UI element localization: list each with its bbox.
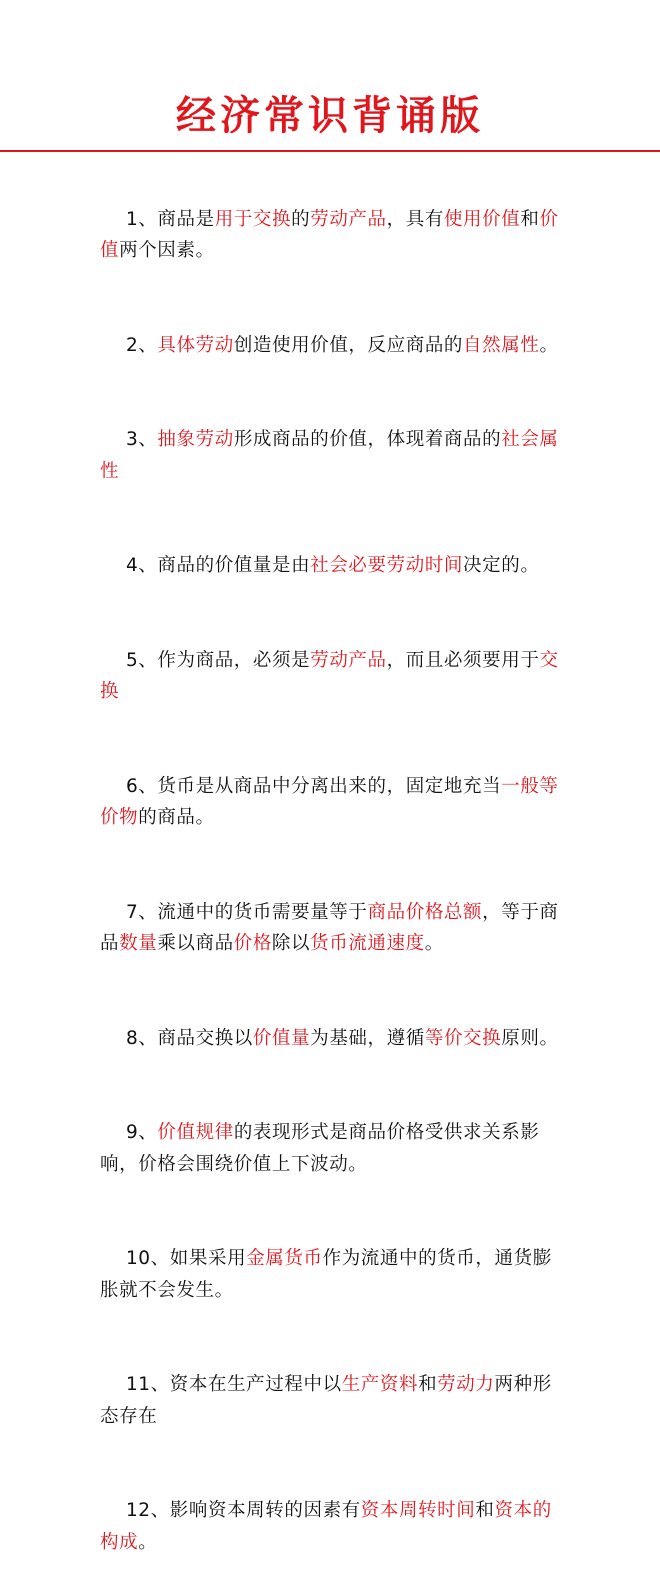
text-segment: 3、	[125, 429, 158, 450]
page-title: 经济常识背诵版	[176, 93, 484, 139]
text-segment: 9、	[125, 1122, 158, 1143]
text-segment: ，具有	[386, 208, 444, 230]
list-item	[100, 298, 570, 393]
key-term: 价值规律	[157, 1122, 234, 1143]
title-divider	[0, 150, 660, 152]
key-term: 数量	[119, 933, 158, 954]
key-term: 一般等价物	[100, 775, 559, 828]
text-segment: 7、流通中的货币需要量等于	[125, 901, 368, 923]
key-term: 生产资料	[341, 1374, 419, 1395]
list-item	[100, 393, 570, 519]
text-segment: 乘以商品	[157, 933, 234, 954]
text-segment: 11、资本在生产过程中以	[125, 1374, 342, 1395]
key-term: 货币流通速度	[310, 933, 425, 954]
text-segment: 两个因素。	[119, 240, 215, 261]
text-segment: ，而且必须要用于	[386, 649, 540, 671]
text-segment: 原则。	[501, 1027, 559, 1049]
key-term: 交换	[100, 649, 559, 702]
text-segment: 为基础，遵循	[310, 1027, 425, 1049]
key-term: 劳动产品	[310, 649, 387, 671]
list-item	[100, 865, 570, 991]
list-item	[100, 1338, 570, 1464]
text-segment: 。	[138, 1531, 158, 1553]
text-segment: 1、商品是	[125, 208, 215, 230]
text-segment: 作为流通中的货币，通货膨胀就不会发生。	[100, 1248, 552, 1301]
key-term: 商品价格总额	[367, 901, 483, 923]
text-segment: 10、如果采用	[125, 1248, 247, 1269]
list-item	[100, 739, 570, 865]
text-segment: 2、	[125, 334, 158, 356]
list-item	[100, 1464, 570, 1590]
key-term: 抽象劳动	[157, 429, 234, 450]
text-segment: 6、货币是从商品中分离出来的，固定地充当	[125, 775, 502, 797]
text-segment: 4、商品的价值量是由	[125, 555, 311, 576]
key-term: 金属货币	[246, 1248, 323, 1269]
key-term: 劳动产品	[310, 208, 387, 230]
key-term: 价值	[100, 208, 559, 261]
key-term: 社会必要劳动时间	[310, 555, 464, 576]
list-item	[100, 613, 570, 739]
text-segment: 8、商品交换以	[125, 1027, 253, 1049]
key-term: 资本周转时间	[360, 1500, 476, 1521]
key-term: 社会属性	[100, 429, 559, 482]
text-segment: 两种形态存在	[100, 1374, 552, 1427]
list-item	[100, 1212, 570, 1338]
text-segment: 的	[291, 208, 311, 230]
text-segment: 和	[520, 208, 540, 230]
list-item	[100, 991, 570, 1086]
key-term: 自然属性	[463, 334, 540, 356]
key-term: 具体劳动	[157, 334, 234, 356]
key-term: 资本的构成	[100, 1500, 552, 1553]
list-item	[100, 172, 570, 298]
study-notes-list	[100, 172, 570, 1590]
key-term: 价格	[233, 933, 272, 954]
text-segment: 形成商品的价值，体现着商品的	[233, 429, 502, 450]
text-segment: 5、作为商品，必须是	[125, 649, 311, 671]
text-segment: 的商品。	[138, 807, 215, 828]
text-segment: 的表现形式是商品价格受供求关系影响，价格会围绕价值上下波动。	[100, 1122, 540, 1175]
text-segment: 。	[539, 334, 559, 356]
text-segment: 除以	[271, 933, 311, 954]
list-item	[100, 519, 570, 614]
text-segment: ，等于商品	[100, 901, 559, 954]
list-item	[100, 1086, 570, 1212]
text-segment: 。	[424, 933, 444, 954]
key-term: 劳动力	[437, 1374, 495, 1395]
key-term: 价值量	[252, 1027, 311, 1049]
text-segment: 和	[475, 1500, 495, 1521]
key-term: 使用价值	[443, 208, 521, 230]
text-segment: 12、影响资本周转的因素有	[125, 1500, 361, 1521]
text-segment: 决定的。	[463, 555, 540, 576]
key-term: 等价交换	[424, 1027, 502, 1049]
text-segment: 和	[418, 1374, 438, 1395]
key-term: 用于交换	[214, 208, 292, 230]
text-segment: 创造使用价值，反应商品的	[233, 334, 464, 356]
